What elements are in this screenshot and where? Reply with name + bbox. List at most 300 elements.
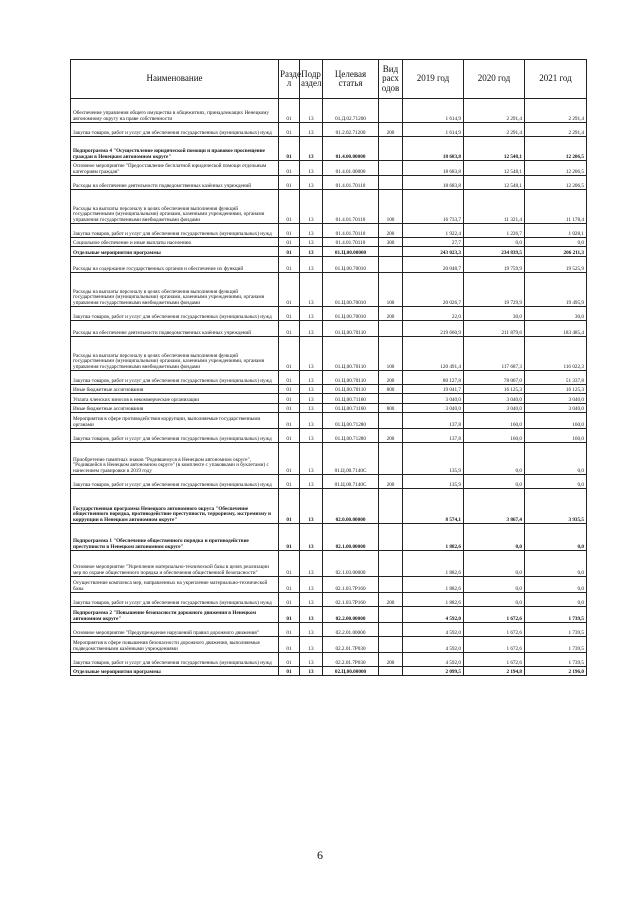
table-row xyxy=(71,247,587,257)
cell-year-2020: 2 194,8 xyxy=(464,667,525,676)
cell-year-2019: 135,9 xyxy=(403,443,464,475)
cell-name: Мероприятия в сфере повышения безопасности дорожного движения, выполняемые подведомственными казёнными учреждениями xyxy=(71,637,279,653)
cell-name: Расходы на выплаты персоналу в целях обеспечения выполнения функций государственными (муниципальными) органами, казенными учреждениями, органами управления государственными внебюджетными фондами xyxy=(71,273,279,307)
cell-expense-type: 200 xyxy=(379,371,403,385)
header-year-2020: 2020 год xyxy=(464,60,525,99)
cell-year-2020: 78 067,0 xyxy=(464,371,525,385)
cell-year-2020: 234 839,5 xyxy=(464,247,525,257)
cell-name: Закупка товаров, работ и услуг для обеспечения государственных (муниципальных) нужд xyxy=(71,593,279,607)
cell-subsection: 13 xyxy=(300,637,323,653)
cell-target-article: 01.Ц.00.71160 xyxy=(323,404,379,413)
cell-year-2020: 2 291,4 xyxy=(464,99,525,123)
cell-subsection: 13 xyxy=(300,307,323,321)
cell-year-2021: 2 291,4 xyxy=(525,123,587,137)
table-row xyxy=(71,385,587,394)
cell-year-2021: 0,0 xyxy=(525,238,587,247)
cell-subsection: 13 xyxy=(300,273,323,307)
cell-section: 01 xyxy=(279,247,300,257)
table-row xyxy=(71,607,587,623)
cell-target-article: 01.Ц.00.00000 xyxy=(323,247,379,257)
cell-year-2020: 12 548,1 xyxy=(464,137,525,161)
cell-subsection: 13 xyxy=(300,413,323,429)
cell-year-2020: 1 672,6 xyxy=(464,623,525,637)
cell-target-article: 02.2.01.00000 xyxy=(323,623,379,637)
cell-year-2021: 3 040,0 xyxy=(525,404,587,413)
cell-subsection: 13 xyxy=(300,653,323,667)
cell-year-2019: 22,0 xyxy=(403,307,464,321)
cell-name: Расходы на обеспечение деятельности подведомственных казённых учреждений xyxy=(71,176,279,190)
cell-subsection: 13 xyxy=(300,404,323,413)
cell-expense-type xyxy=(379,161,403,176)
cell-name: Расходы на обеспечение деятельности подведомственных казённых учреждений xyxy=(71,321,279,337)
cell-name: Отдельные мероприятия программы xyxy=(71,667,279,676)
cell-name: Закупка товаров, работ и услуг для обеспечения государственных (муниципальных) нужд xyxy=(71,371,279,385)
cell-section: 01 xyxy=(279,577,300,593)
cell-year-2020: 211 879,6 xyxy=(464,321,525,337)
cell-year-2019: 3 040,0 xyxy=(403,394,464,404)
cell-target-article: 01.Д.02.71200 xyxy=(323,99,379,123)
cell-name: Уплата членских взносов в некоммерческие организации xyxy=(71,394,279,404)
cell-year-2019: 120 491,4 xyxy=(403,337,464,371)
cell-expense-type xyxy=(379,394,403,404)
cell-year-2020: 1 226,7 xyxy=(464,224,525,238)
cell-expense-type: 800 xyxy=(379,404,403,413)
cell-expense-type: 100 xyxy=(379,190,403,224)
cell-section: 01 xyxy=(279,524,300,551)
table-row xyxy=(71,653,587,667)
header-expense-type: Вид расх одов xyxy=(379,60,403,99)
cell-year-2021: 1 739,5 xyxy=(525,637,587,653)
cell-subsection: 13 xyxy=(300,190,323,224)
cell-name: Подпрограмма 1 "Обеспечение общественного порядка и противодействие преступности в Ненецком автономном округе" xyxy=(71,524,279,551)
table-row xyxy=(71,551,587,577)
cell-subsection: 13 xyxy=(300,337,323,371)
cell-year-2019: 137,8 xyxy=(403,413,464,429)
cell-year-2021: 3 040,0 xyxy=(525,394,587,404)
cell-section: 01 xyxy=(279,176,300,190)
cell-subsection: 13 xyxy=(300,623,323,637)
table-row xyxy=(71,443,587,475)
cell-name: Подпрограмма 2 "Повышение безопасности дорожного движения в Ненецком автономном округе" xyxy=(71,607,279,623)
cell-year-2021: 12 206,5 xyxy=(525,161,587,176)
cell-year-2021: 160,0 xyxy=(525,413,587,429)
cell-expense-type xyxy=(379,99,403,123)
cell-subsection: 13 xyxy=(300,321,323,337)
cell-name: Осуществление комплекса мер, направленных на укрепление материально-технической базы xyxy=(71,577,279,593)
cell-expense-type: 200 xyxy=(379,123,403,137)
cell-section: 01 xyxy=(279,413,300,429)
cell-year-2020: 3 040,0 xyxy=(464,394,525,404)
header-subsection: Подр аздел xyxy=(300,60,323,99)
cell-year-2020: 0,0 xyxy=(464,443,525,475)
table-row xyxy=(71,99,587,123)
cell-year-2020: 117 687,3 xyxy=(464,337,525,371)
cell-name: Закупка товаров, работ и услуг для обеспечения государственных (муниципальных) нужд xyxy=(71,475,279,489)
cell-expense-type xyxy=(379,637,403,653)
cell-year-2021: 2 196,0 xyxy=(525,667,587,676)
cell-year-2019: 18 683,8 xyxy=(403,176,464,190)
cell-year-2020: 0,0 xyxy=(464,524,525,551)
cell-year-2020: 3 040,0 xyxy=(464,404,525,413)
cell-name: Основное мероприятие "Предоставление бесплатной юридической помощи отдельным категориям граждан" xyxy=(71,161,279,176)
cell-subsection: 13 xyxy=(300,123,323,137)
cell-subsection: 13 xyxy=(300,99,323,123)
cell-subsection: 13 xyxy=(300,247,323,257)
cell-section: 01 xyxy=(279,623,300,637)
cell-year-2021: 16 125,3 xyxy=(525,385,587,394)
cell-year-2019: 4 592,0 xyxy=(403,607,464,623)
header-year-2019: 2019 год xyxy=(403,60,464,99)
cell-subsection: 13 xyxy=(300,607,323,623)
cell-year-2019: 1 882,6 xyxy=(403,577,464,593)
cell-name: Основное мероприятие "Укрепление материально-технической базы в целях реализации мер по охране общественного порядка и обеспечения общественной безопасности" xyxy=(71,551,279,577)
cell-section: 01 xyxy=(279,371,300,385)
cell-target-article: 01.4.00.00000 xyxy=(323,137,379,161)
cell-subsection: 13 xyxy=(300,176,323,190)
cell-name: Приобретение памятных знаков "Родившемуся в Ненецком автономном округе", "Родившейся в Ненецком автономном округе" (в комплекте с упаковками и буклетами) с нанесением гравировки в 2019 году xyxy=(71,443,279,475)
cell-year-2021: 19 525,9 xyxy=(525,257,587,273)
table-row xyxy=(71,394,587,404)
cell-section: 01 xyxy=(279,404,300,413)
cell-section: 01 xyxy=(279,238,300,247)
table-header-row xyxy=(71,60,587,99)
cell-target-article: 01.Ц.00.70110 xyxy=(323,371,379,385)
cell-target-article: 01.Ц.00.71280 xyxy=(323,429,379,443)
cell-target-article: 01.Ц.00.70110 xyxy=(323,321,379,337)
cell-target-article: 01.Ц.00.71280 xyxy=(323,413,379,429)
cell-year-2021: 0,0 xyxy=(525,551,587,577)
table-row xyxy=(71,224,587,238)
table-row xyxy=(71,593,587,607)
cell-section: 01 xyxy=(279,137,300,161)
cell-name: Расходы на выплаты персоналу в целях обеспечения выполнения функций государственными (муниципальными) органами, казенными учреждениями, органами управления государственными внебюджетными фондами xyxy=(71,190,279,224)
cell-name: Закупка товаров, работ и услуг для обеспечения государственных (муниципальных) нужд xyxy=(71,307,279,321)
cell-name: Обеспечение управления общего имущества в общежитиях, принадлежащих Ненецкому автономному округу на праве собственности xyxy=(71,99,279,123)
cell-expense-type: 200 xyxy=(379,593,403,607)
table-row xyxy=(71,475,587,489)
cell-name: Основное мероприятие "Предупреждение нарушений правил дорожного движения" xyxy=(71,623,279,637)
cell-year-2021: 0,0 xyxy=(525,475,587,489)
cell-year-2019: 4 592,0 xyxy=(403,623,464,637)
cell-section: 01 xyxy=(279,443,300,475)
cell-target-article: 01.4.01.70110 xyxy=(323,224,379,238)
cell-year-2021: 116 022,3 xyxy=(525,337,587,371)
cell-expense-type xyxy=(379,443,403,475)
header-section: Разде л xyxy=(279,60,300,99)
cell-year-2021: 19 495,9 xyxy=(525,273,587,307)
cell-subsection: 13 xyxy=(300,489,323,524)
cell-year-2019: 1 614,9 xyxy=(403,99,464,123)
cell-year-2020: 3 867,4 xyxy=(464,489,525,524)
cell-expense-type: 100 xyxy=(379,337,403,371)
cell-target-article: 01.4.01.00000 xyxy=(323,161,379,176)
cell-expense-type xyxy=(379,247,403,257)
cell-expense-type xyxy=(379,321,403,337)
cell-year-2019: 20 026,7 xyxy=(403,273,464,307)
cell-year-2021: 183 485,4 xyxy=(525,321,587,337)
cell-expense-type xyxy=(379,667,403,676)
cell-target-article: 02.0.00.00000 xyxy=(323,489,379,524)
cell-year-2021: 206 211,3 xyxy=(525,247,587,257)
cell-year-2020: 12 548,1 xyxy=(464,161,525,176)
table-row xyxy=(71,238,587,247)
cell-target-article: 02.1.03.7Р160 xyxy=(323,593,379,607)
cell-section: 01 xyxy=(279,429,300,443)
cell-year-2019: 3 040,0 xyxy=(403,404,464,413)
cell-year-2021: 1 739,5 xyxy=(525,607,587,623)
cell-year-2020: 160,0 xyxy=(464,429,525,443)
cell-target-article: 01.Ц.00.70110 xyxy=(323,337,379,371)
cell-section: 01 xyxy=(279,321,300,337)
header-year-2021: 2021 год xyxy=(525,60,587,99)
header-target-article: Целевая статья xyxy=(323,60,379,99)
cell-name: Иные бюджетные ассигнования xyxy=(71,385,279,394)
cell-target-article: 01.Ц.00.71160 xyxy=(323,394,379,404)
cell-expense-type: 200 xyxy=(379,224,403,238)
cell-subsection: 13 xyxy=(300,429,323,443)
cell-year-2021: 51 337,8 xyxy=(525,371,587,385)
cell-year-2019: 1 882,6 xyxy=(403,524,464,551)
cell-expense-type xyxy=(379,176,403,190)
cell-year-2019: 20 048,7 xyxy=(403,257,464,273)
cell-target-article: 01.4.01.70110 xyxy=(323,190,379,224)
cell-expense-type xyxy=(379,623,403,637)
cell-expense-type xyxy=(379,489,403,524)
cell-year-2019: 243 023,3 xyxy=(403,247,464,257)
cell-subsection: 13 xyxy=(300,161,323,176)
cell-name: Иные бюджетные ассигнования xyxy=(71,404,279,413)
cell-expense-type xyxy=(379,257,403,273)
cell-year-2020: 19 729,9 xyxy=(464,273,525,307)
cell-year-2020: 160,0 xyxy=(464,413,525,429)
cell-subsection: 13 xyxy=(300,238,323,247)
cell-name: Закупка товаров, работ и услуг для обеспечения государственных (муниципальных) нужд xyxy=(71,123,279,137)
cell-section: 01 xyxy=(279,99,300,123)
cell-section: 01 xyxy=(279,551,300,577)
cell-section: 01 xyxy=(279,607,300,623)
cell-target-article: 01.4.01.70110 xyxy=(323,176,379,190)
cell-target-article: 01.Ц.00.7140С xyxy=(323,475,379,489)
cell-year-2021: 160,0 xyxy=(525,429,587,443)
cell-section: 01 xyxy=(279,273,300,307)
cell-year-2020: 1 672,6 xyxy=(464,653,525,667)
cell-expense-type xyxy=(379,413,403,429)
cell-name: Государственная программа Ненецкого автономного округа "Обеспечение общественного порядка, противодействие преступности, терроризму, экстремизму и коррупции в Ненецком автономном округе" xyxy=(71,489,279,524)
table-row xyxy=(71,489,587,524)
cell-year-2019: 1 882,6 xyxy=(403,551,464,577)
cell-subsection: 13 xyxy=(300,137,323,161)
cell-subsection: 13 xyxy=(300,385,323,394)
cell-year-2020: 12 548,1 xyxy=(464,176,525,190)
cell-name: Социальное обеспечение и иные выплаты населению xyxy=(71,238,279,247)
cell-year-2019: 1 882,6 xyxy=(403,593,464,607)
cell-year-2020: 11 321,4 xyxy=(464,190,525,224)
cell-target-article: 02.1.03.7Р160 xyxy=(323,577,379,593)
cell-year-2021: 0,0 xyxy=(525,524,587,551)
cell-year-2020: 0,0 xyxy=(464,577,525,593)
cell-expense-type xyxy=(379,551,403,577)
table-row xyxy=(71,524,587,551)
table-row xyxy=(71,667,587,676)
cell-year-2019: 4 592,0 xyxy=(403,653,464,667)
cell-section: 01 xyxy=(279,257,300,273)
cell-subsection: 13 xyxy=(300,551,323,577)
cell-subsection: 13 xyxy=(300,394,323,404)
cell-subsection: 13 xyxy=(300,667,323,676)
cell-year-2021: 11 178,4 xyxy=(525,190,587,224)
cell-year-2020: 2 291,4 xyxy=(464,123,525,137)
cell-subsection: 13 xyxy=(300,475,323,489)
cell-section: 01 xyxy=(279,667,300,676)
cell-section: 01 xyxy=(279,489,300,524)
cell-year-2020: 16 125,3 xyxy=(464,385,525,394)
table-row xyxy=(71,429,587,443)
table-row xyxy=(71,257,587,273)
cell-year-2020: 0,0 xyxy=(464,551,525,577)
page-number: 6 xyxy=(317,848,323,862)
cell-year-2021: 12 206,5 xyxy=(525,176,587,190)
cell-name: Закупка товаров, работ и услуг для обеспечения государственных (муниципальных) нужд xyxy=(71,429,279,443)
cell-year-2021: 0,0 xyxy=(525,593,587,607)
cell-year-2019: 16 733,7 xyxy=(403,190,464,224)
cell-year-2020: 0,0 xyxy=(464,238,525,247)
cell-section: 01 xyxy=(279,394,300,404)
table-row xyxy=(71,176,587,190)
table-row xyxy=(71,161,587,176)
table-row xyxy=(71,337,587,371)
cell-section: 01 xyxy=(279,123,300,137)
cell-name: Расходы на выплаты персоналу в целях обеспечения выполнения функций государственными (муниципальными) органами, казенными учреждениями, органами управления государственными внебюджетными фондами xyxy=(71,337,279,371)
cell-subsection: 13 xyxy=(300,577,323,593)
table-row xyxy=(71,371,587,385)
cell-name: Закупка товаров, работ и услуг для обеспечения государственных (муниципальных) нужд xyxy=(71,224,279,238)
cell-year-2019: 219 660,9 xyxy=(403,321,464,337)
cell-year-2020: 19 759,9 xyxy=(464,257,525,273)
cell-subsection: 13 xyxy=(300,224,323,238)
cell-target-article: 01.Ц.00.70010 xyxy=(323,307,379,321)
table-row xyxy=(71,123,587,137)
table-row xyxy=(71,190,587,224)
cell-section: 01 xyxy=(279,307,300,321)
cell-section: 01 xyxy=(279,637,300,653)
cell-subsection: 13 xyxy=(300,593,323,607)
cell-year-2020: 1 672,6 xyxy=(464,607,525,623)
cell-target-article: 02.1.00.00000 xyxy=(323,524,379,551)
cell-year-2019: 19 041,7 xyxy=(403,385,464,394)
cell-expense-type: 800 xyxy=(379,385,403,394)
cell-name: Мероприятия в сфере противодействия коррупции, выполняемые государственными органами xyxy=(71,413,279,429)
cell-year-2021: 0,0 xyxy=(525,443,587,475)
cell-year-2019: 27,7 xyxy=(403,238,464,247)
table-row xyxy=(71,413,587,429)
cell-year-2019: 1 922,4 xyxy=(403,224,464,238)
cell-section: 01 xyxy=(279,224,300,238)
cell-year-2021: 3 935,5 xyxy=(525,489,587,524)
table-body xyxy=(71,99,587,676)
cell-year-2019: 2 099,5 xyxy=(403,667,464,676)
cell-year-2021: 0,0 xyxy=(525,577,587,593)
cell-expense-type: 200 xyxy=(379,429,403,443)
cell-target-article: 02.2.01.7Р030 xyxy=(323,653,379,667)
cell-target-article: 02.2.01.7Р030 xyxy=(323,637,379,653)
cell-expense-type: 100 xyxy=(379,273,403,307)
cell-year-2021: 1 739,5 xyxy=(525,653,587,667)
header-name: Наименование xyxy=(71,60,279,99)
cell-subsection: 13 xyxy=(300,524,323,551)
table-row xyxy=(71,404,587,413)
cell-target-article: 02.2.00.00000 xyxy=(323,607,379,623)
cell-year-2021: 2 291,4 xyxy=(525,99,587,123)
cell-name: Отдельные мероприятия программы xyxy=(71,247,279,257)
cell-year-2021: 30,0 xyxy=(525,307,587,321)
cell-expense-type xyxy=(379,137,403,161)
cell-expense-type: 300 xyxy=(379,238,403,247)
cell-target-article: 01.Ц.00.70010 xyxy=(323,257,379,273)
cell-year-2020: 1 672,6 xyxy=(464,637,525,653)
cell-expense-type: 200 xyxy=(379,307,403,321)
table-row xyxy=(71,307,587,321)
cell-year-2019: 80 127,8 xyxy=(403,371,464,385)
cell-expense-type: 200 xyxy=(379,475,403,489)
cell-section: 01 xyxy=(279,385,300,394)
cell-target-article: 01.Ц.00.7140С xyxy=(323,443,379,475)
cell-target-article: 02.1.03.00000 xyxy=(323,551,379,577)
cell-year-2019: 4 592,0 xyxy=(403,637,464,653)
cell-section: 01 xyxy=(279,190,300,224)
cell-year-2019: 18 683,8 xyxy=(403,161,464,176)
cell-name: Подпрограмма 4 "Осуществление юридической помощи и правовое просвещение граждан в Ненецком автономном округе" xyxy=(71,137,279,161)
table-row xyxy=(71,321,587,337)
cell-target-article: 01.Ц.00.70010 xyxy=(323,273,379,307)
cell-year-2019: 18 683,8 xyxy=(403,137,464,161)
cell-year-2021: 12 206,5 xyxy=(525,137,587,161)
cell-expense-type xyxy=(379,524,403,551)
cell-year-2021: 1 028,1 xyxy=(525,224,587,238)
cell-year-2019: 137,8 xyxy=(403,429,464,443)
cell-target-article: 01.2.02.71200 xyxy=(323,123,379,137)
cell-name: Расходы на содержание государственных органов и обеспечение их функций xyxy=(71,257,279,273)
cell-subsection: 13 xyxy=(300,371,323,385)
cell-section: 01 xyxy=(279,593,300,607)
cell-section: 01 xyxy=(279,475,300,489)
cell-expense-type xyxy=(379,577,403,593)
cell-year-2020: 0,0 xyxy=(464,475,525,489)
cell-target-article: 01.Ц.00.70110 xyxy=(323,385,379,394)
cell-year-2019: 1 614,9 xyxy=(403,123,464,137)
table-row xyxy=(71,623,587,637)
table-row xyxy=(71,637,587,653)
cell-subsection: 13 xyxy=(300,257,323,273)
cell-section: 01 xyxy=(279,161,300,176)
table-row xyxy=(71,273,587,307)
cell-section: 01 xyxy=(279,653,300,667)
table-row xyxy=(71,137,587,161)
cell-year-2019: 8 574,1 xyxy=(403,489,464,524)
table-row xyxy=(71,577,587,593)
cell-year-2021: 1 739,5 xyxy=(525,623,587,637)
cell-name: Закупка товаров, работ и услуг для обеспечения государственных (муниципальных) нужд xyxy=(71,653,279,667)
cell-year-2019: 135,9 xyxy=(403,475,464,489)
cell-expense-type xyxy=(379,607,403,623)
cell-year-2020: 0,0 xyxy=(464,593,525,607)
cell-subsection: 13 xyxy=(300,443,323,475)
cell-target-article: 02.Ц.00.00000 xyxy=(323,667,379,676)
cell-target-article: 01.4.01.70110 xyxy=(323,238,379,247)
cell-section: 01 xyxy=(279,337,300,371)
cell-year-2020: 30,0 xyxy=(464,307,525,321)
budget-table xyxy=(70,59,587,676)
cell-expense-type: 200 xyxy=(379,653,403,667)
